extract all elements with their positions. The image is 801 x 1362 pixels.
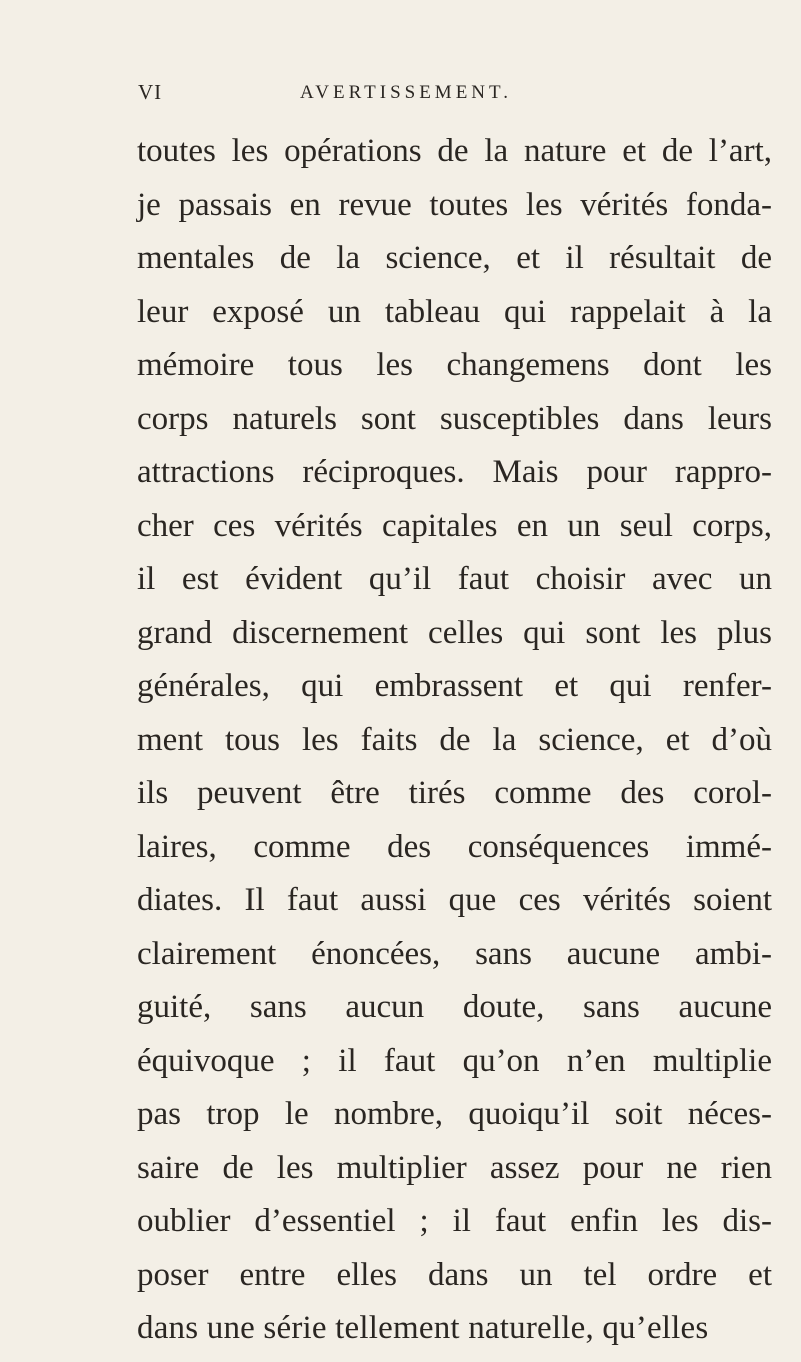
running-title: AVERTISSEMENT. <box>300 82 512 103</box>
text-line: ment tous les faits de la science, et d’où <box>137 721 772 758</box>
text-line: il est évident qu’il faut choisir avec un <box>137 561 772 597</box>
text-line: clairement énoncées, sans aucune ambi- <box>137 935 772 972</box>
text-line: mémoire tous les changemens dont les <box>137 347 772 383</box>
text-line: mentales de la science, et il résultait de <box>137 240 772 276</box>
text-line: dans une série tellement naturelle, qu’elles <box>137 1310 709 1346</box>
text-line: grand discernement celles qui sont les plus <box>137 614 772 651</box>
text-line: diates. Il faut aussi que ces vérités soient <box>137 882 772 918</box>
text-line: je passais en revue toutes les vérités fonda- <box>137 186 772 223</box>
text-line: laires, comme des conséquences immé- <box>137 828 772 865</box>
text-line: oublier d’essentiel ; il faut enfin les dis- <box>137 1203 772 1239</box>
text-line: attractions réciproques. Mais pour rappro- <box>137 454 772 490</box>
text-line: générales, qui embrassent et qui renfer- <box>137 668 772 704</box>
body-text <box>137 131 772 1362</box>
text-line: poser entre elles dans un tel ordre et <box>137 1256 772 1293</box>
text-line: corps naturels sont susceptibles dans leurs <box>137 400 772 437</box>
text-line: leur exposé un tableau qui rappelait à la <box>137 293 772 330</box>
text-line: saire de les multiplier assez pour ne rien <box>137 1149 772 1186</box>
text-line: équivoque ; il faut qu’on n’en multiplie <box>137 1042 772 1079</box>
text-line: cher ces vérités capitales en un seul corps, <box>137 507 772 544</box>
text-line: toutes les opérations de la nature et de l’art, <box>137 133 772 169</box>
text-line: pas trop le nombre, quoiqu’il soit néces- <box>137 1096 772 1132</box>
text-line: guité, sans aucun doute, sans aucune <box>137 989 772 1025</box>
running-head <box>0 80 801 110</box>
text-line: ils peuvent être tirés comme des corol- <box>137 775 772 811</box>
page-number: VI <box>138 80 163 104</box>
